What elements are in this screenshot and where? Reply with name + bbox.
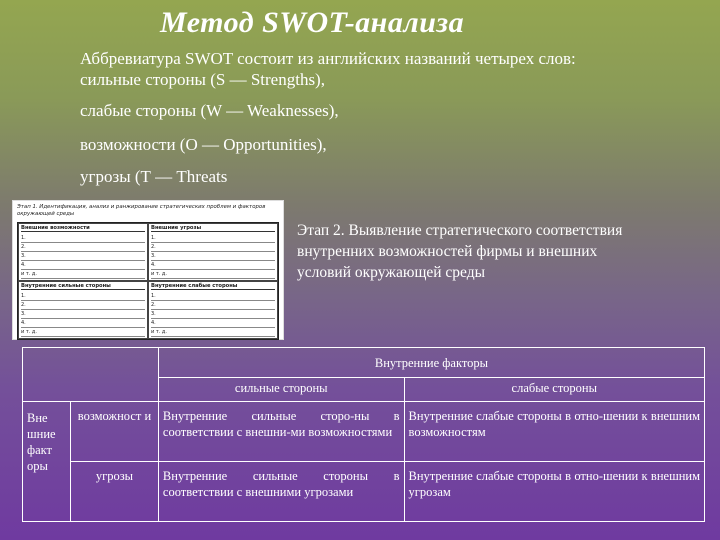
cell-strengths-threats: Внутренние сильные стороны в соответствии с внешними угрозами xyxy=(158,462,404,522)
stage1-line: и т. д. xyxy=(151,270,275,279)
stage1-form-image xyxy=(12,200,284,340)
stage1-line: 1. xyxy=(151,292,275,301)
stage1-grid xyxy=(17,222,279,340)
table-corner-cell xyxy=(23,348,159,402)
stage1-line: 2. xyxy=(21,243,145,252)
stage1-cell-title: Внутренние сильные стороны xyxy=(21,283,145,290)
internal-factors-header: Внутренние факторы xyxy=(158,348,704,378)
stage1-line: 4. xyxy=(21,261,145,270)
stage1-line: 2. xyxy=(21,301,145,310)
stage1-cell-weaknesses xyxy=(148,281,278,339)
stage1-line: 3. xyxy=(151,310,275,319)
intro-paragraph-opportunities: возможности (О — Opportunities), xyxy=(80,135,327,154)
stage1-line: и т. д. xyxy=(21,328,145,337)
stage1-heading: Этап 1. Идентификация, анализ и ранжирование стратегических проблем и факторов окружающей среды xyxy=(17,204,266,217)
stage1-cell-threats xyxy=(148,223,278,281)
threats-label: угрозы xyxy=(70,462,158,522)
stage1-line: и т. д. xyxy=(21,270,145,279)
intro-paragraph-swot: Аббревиатура SWOT состоит из английских названий четырех слов: сильные стороны (S — Strengths), xyxy=(80,49,576,89)
stage1-line: 4. xyxy=(151,319,275,328)
stage1-line: 2. xyxy=(151,243,275,252)
stage1-line: 4. xyxy=(21,319,145,328)
strengths-header: сильные стороны xyxy=(158,378,404,402)
stage1-line: 2. xyxy=(151,301,275,310)
stage1-cell-title: Внутренние слабые стороны xyxy=(151,283,275,290)
stage1-line: 1. xyxy=(21,292,145,301)
cell-weaknesses-opportunities: Внутренние слабые стороны в отно-шении к внешним возможностям xyxy=(404,402,704,462)
stage1-line: 1. xyxy=(151,234,275,243)
stage1-cell-title: Внешние угрозы xyxy=(151,225,275,232)
stage1-cell-strengths xyxy=(18,281,148,339)
intro-paragraph-threats: угрозы (Т — Threats xyxy=(80,167,228,186)
stage1-line: 3. xyxy=(151,252,275,261)
stage2-text: Этап 2. Выявление стратегического соответствия внутренних возможностей фирмы и внешних условий окружающей среды xyxy=(297,222,623,281)
weaknesses-header: слабые стороны xyxy=(404,378,704,402)
stage1-line: 4. xyxy=(151,261,275,270)
stage1-line: 1. xyxy=(21,234,145,243)
stage1-cell-title: Внешние возможности xyxy=(21,225,145,232)
swot-matrix-table xyxy=(22,347,705,522)
cell-weaknesses-threats: Внутренние слабые стороны в отно-шении к внешним угрозам xyxy=(404,462,704,522)
opportunities-label: возможност и xyxy=(70,402,158,462)
cell-strengths-opportunities: Внутренние сильные сторо-ны в соответствии с внешни-ми возможностями xyxy=(158,402,404,462)
external-factors-label: Вне шние факт оры xyxy=(23,402,71,522)
stage1-line: и т. д. xyxy=(151,328,275,337)
stage1-line: 3. xyxy=(21,252,145,261)
stage1-line: 3. xyxy=(21,310,145,319)
intro-paragraph-weaknesses: слабые стороны (W — Weaknesses), xyxy=(80,101,339,120)
stage1-cell-opportunities xyxy=(18,223,148,281)
page-title: Метод SWOT-анализа xyxy=(160,6,465,39)
